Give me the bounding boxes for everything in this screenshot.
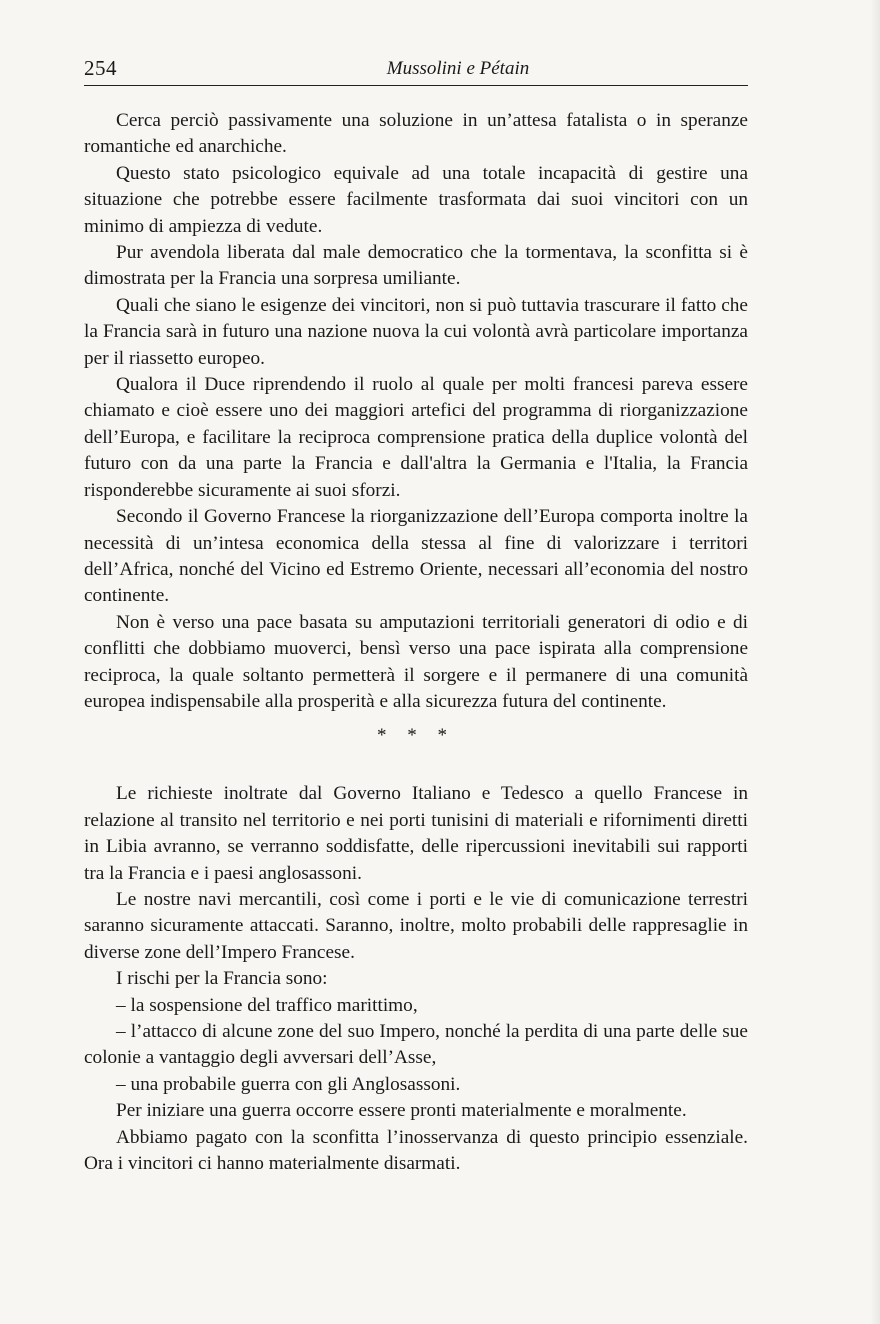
paragraph: Abbiamo pagato con la sconfitta l’inosservanza di questo principio essenziale. Ora i vincitori ci hanno materialmente disarmati.: [84, 1126, 748, 1175]
paragraph: I rischi per la Francia sono:: [116, 968, 328, 990]
risk-list-item: – l’attacco di alcune zone del suo Impero, nonché la perdita di una parte delle sue colonie a vantaggio degli avversari dell’Asse,: [84, 1021, 748, 1069]
paragraph: Non è verso una pace basata su amputazioni territoriali generatori di odio e di conflitti che dobbiamo muoverci, bensì verso una pace ispirata alla comprensione reciproca, la quale soltanto permetterà il sorgere e il permanere di una comunità europea indispensabile alla prosperità e alla sicurezza futura del continente.: [84, 611, 748, 712]
risk-list-item: – una probabile guerra con gli Anglosassoni.: [116, 1073, 461, 1095]
body-text: [84, 108, 748, 1177]
running-title: Mussolini e Pétain: [386, 58, 530, 79]
paragraph: Qualora il Duce riprendendo il ruolo al quale per molti francesi pareva essere chiamato e cioè essere uno dei maggiori artefici del programma di riorganizzazione dell’Europa, e facilitare la reciproca comprensione pratica della duplice volontà del futuro con da una parte la Francia e dall'altra la Germania e l'Italia, la Francia risponderebbe sicuramente ai suoi sforzi.: [84, 374, 748, 501]
paragraph: Le nostre navi mercantili, così come i porti e le vie di comunicazione terrestri saranno sicuramente attaccati. Saranno, inoltre, molto probabili delle rappresaglie in diverse zone dell’Impero Francese.: [84, 888, 748, 963]
paragraph: Questo stato psicologico equivale ad una totale incapacità di gestire una situazione che potrebbe essere facilmente trasformata dai suoi vincitori con un minimo di ampiezza di vedute.: [84, 162, 748, 237]
page-edge-shadow: [870, 0, 880, 1324]
page-number: 254: [84, 56, 117, 80]
paragraph: Cerca perciò passivamente una soluzione in un’attesa fatalista o in speranze romantiche ed anarchiche.: [84, 110, 748, 158]
paragraph: Per iniziare una guerra occorre essere pronti materialmente e moralmente.: [116, 1100, 687, 1122]
paragraph: Secondo il Governo Francese la riorganizzazione dell’Europa comporta inoltre la necessità di un’intesa economica della stessa al fine di valorizzare i territori dell’Africa, nonché del Vicino ed Estremo Oriente, necessari all’economia del nostro continente.: [84, 506, 748, 607]
header-rule: [84, 85, 748, 86]
paragraph: Le richieste inoltrate dal Governo Italiano e Tedesco a quello Francese in relazione al transito nel territorio e nei porti tunisini di materiali e rifornimenti diretti in Libia avranno, se verranno soddisfatte, delle ripercussioni inevitabili sui rapporti tra la Francia e i paesi anglosassoni.: [84, 783, 748, 884]
paragraph: Quali che siano le esigenze dei vincitori, non si può tuttavia trascurare il fatto che la Francia sarà in futuro una nazione nuova la cui volontà avrà particolare importanza per il riassetto europeo.: [84, 294, 748, 369]
paragraph: Pur avendola liberata dal male democratico che la tormentava, la sconfitta si è dimostrata per la Francia una sorpresa umiliante.: [84, 242, 748, 290]
section-separator: * * *: [377, 725, 455, 747]
risk-list-item: – la sospensione del traffico marittimo,: [116, 994, 418, 1016]
page-header: [84, 52, 748, 88]
